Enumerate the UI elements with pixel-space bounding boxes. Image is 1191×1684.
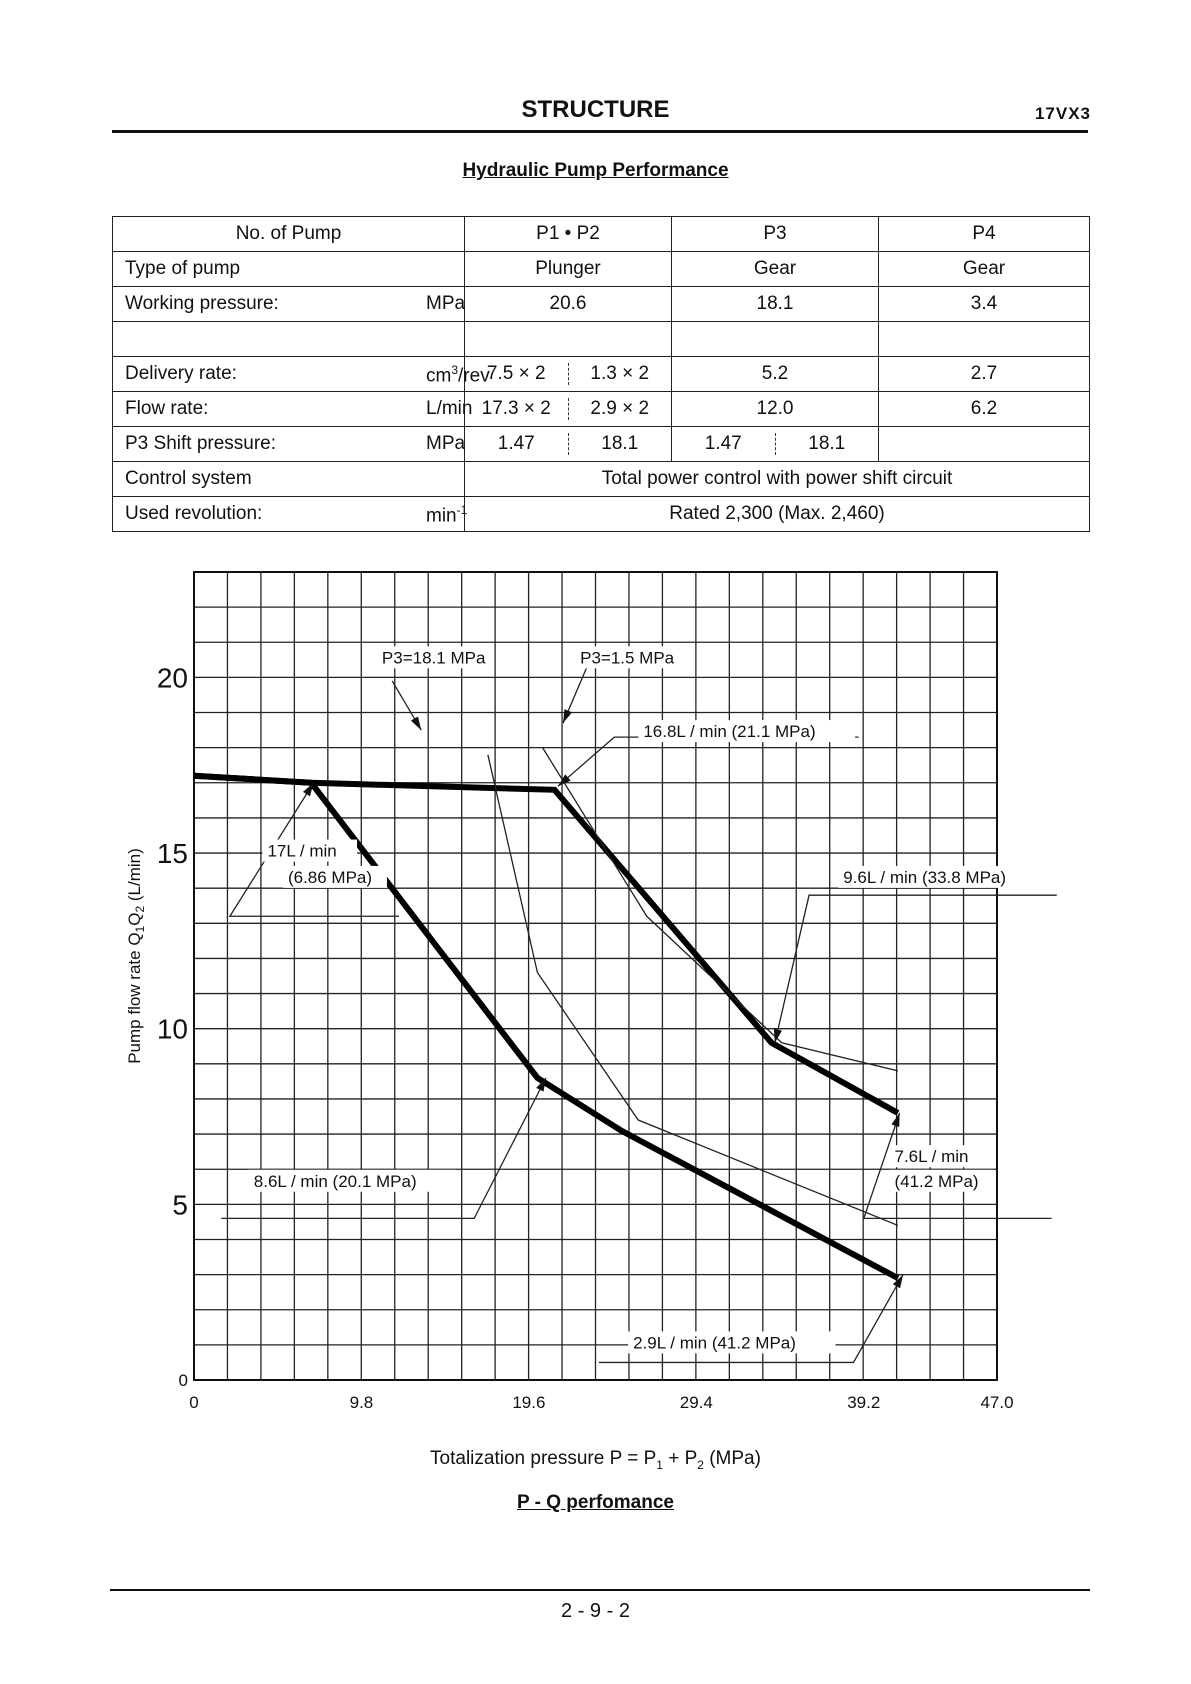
x-tick-label: 9.8 bbox=[349, 1393, 374, 1412]
section-title: Hydraulic Pump Performance bbox=[462, 160, 729, 181]
annotation-label: (6.86 MPa) bbox=[287, 867, 373, 887]
row-label bbox=[113, 287, 465, 322]
table-cell: 18.1 bbox=[672, 287, 879, 322]
annotation-label: 8.6L / min (20.1 MPa) bbox=[253, 1171, 417, 1191]
x-tick-label: 47.0 bbox=[980, 1393, 1014, 1412]
row-unit: MPa bbox=[426, 433, 466, 454]
y-tick-label: 0 bbox=[178, 1371, 188, 1390]
y-axis-label: Pump flow rate $Q_1Q_2$ (L/min) bbox=[125, 848, 147, 1064]
table-cell: 1.47 18.1 bbox=[672, 427, 879, 462]
page-title: STRUCTURE bbox=[521, 96, 670, 123]
table-row bbox=[113, 252, 1090, 287]
annotation-label: (41.2 MPa) bbox=[894, 1171, 979, 1191]
row-unit: MPa bbox=[426, 293, 466, 314]
row-unit: $cm^3$/rev bbox=[426, 363, 490, 387]
table-header-cell: P4 bbox=[879, 217, 1090, 252]
header-rule bbox=[112, 130, 1088, 133]
table-header-cell: No. of Pump bbox=[113, 217, 465, 252]
table-cell: 7.5 × 2 1.3 × 2 bbox=[465, 357, 672, 392]
table-header-cell: P3 bbox=[672, 217, 879, 252]
arrowhead bbox=[411, 716, 421, 730]
chart-grid bbox=[194, 572, 997, 1380]
table-cell bbox=[879, 322, 1090, 357]
x-axis-label: Totalization pressure $P = P_1 + P_2$ (MPa) bbox=[430, 1448, 761, 1472]
table-row bbox=[113, 287, 1090, 322]
table-cell: Gear bbox=[879, 252, 1090, 287]
table-cell: Gear bbox=[672, 252, 879, 287]
annotation-label: 2.9L / min (41.2 MPa) bbox=[633, 1333, 796, 1353]
chart-leaders bbox=[221, 667, 1056, 1363]
row-label bbox=[113, 497, 468, 532]
row-label: Control system bbox=[113, 462, 465, 497]
row-label bbox=[113, 427, 465, 462]
table-cell bbox=[465, 322, 672, 357]
x-tick-label: 39.2 bbox=[847, 1393, 881, 1412]
table-cell: Plunger bbox=[465, 252, 672, 287]
y-tick-label: 5 bbox=[172, 1189, 188, 1221]
annotation-label: 9.6L / min (33.8 MPa) bbox=[843, 867, 1007, 887]
table-cell bbox=[113, 322, 465, 357]
y-tick-label: 10 bbox=[156, 1013, 188, 1045]
table-row bbox=[113, 497, 1090, 532]
arrowhead bbox=[891, 1113, 899, 1127]
series-line bbox=[194, 776, 898, 1113]
chart-series bbox=[194, 748, 898, 1278]
page-number: 2 - 9 - 2 bbox=[561, 1600, 630, 1622]
annotation-label: 7.6L / min bbox=[894, 1147, 969, 1167]
table-cell: Rated 2,300 (Max. 2,460) bbox=[465, 497, 1090, 532]
y-tick-label: 15 bbox=[156, 838, 188, 870]
table-header-cell: P1 • P2 bbox=[465, 217, 672, 252]
table-row-empty bbox=[113, 322, 1090, 357]
row-label-text: Delivery rate: bbox=[125, 363, 237, 384]
table-cell: Total power control with power shift circuit bbox=[465, 462, 1090, 497]
table-cell: 2.7 bbox=[879, 357, 1090, 392]
leader-line bbox=[775, 895, 1057, 1043]
table-cell bbox=[672, 322, 879, 357]
table-row bbox=[113, 217, 1090, 252]
row-label-text: Used revolution: bbox=[125, 503, 263, 524]
table-cell: 12.0 bbox=[672, 392, 879, 427]
table-cell: 17.3 × 2 2.9 × 2 bbox=[465, 392, 672, 427]
row-unit: L/min bbox=[426, 398, 473, 419]
model-code: 17VX3 bbox=[1034, 104, 1091, 123]
reference-curve bbox=[488, 755, 898, 1226]
y-tick-label: 20 bbox=[156, 662, 188, 694]
row-label-text: P3 Shift pressure: bbox=[125, 433, 277, 454]
row-label-text: Flow rate: bbox=[125, 398, 209, 419]
table-cell: 5.2 bbox=[672, 357, 879, 392]
table-row bbox=[113, 357, 1090, 392]
chart-ticks bbox=[157, 662, 1014, 1412]
arrowhead bbox=[563, 709, 572, 723]
x-tick-label: 29.4 bbox=[679, 1393, 713, 1412]
table-cell bbox=[879, 427, 1090, 462]
footer-rule bbox=[110, 1589, 1090, 1591]
row-label: Type of pump bbox=[113, 252, 465, 287]
table-row bbox=[113, 427, 1090, 462]
table-cell: 6.2 bbox=[879, 392, 1090, 427]
annotation-label: 17L / min bbox=[267, 841, 337, 861]
row-unit: $\min^{-1}$ bbox=[426, 503, 468, 527]
annotation-label: P3=1.5 MPa bbox=[580, 648, 675, 668]
table-row bbox=[113, 462, 1090, 497]
row-label bbox=[113, 392, 473, 427]
x-tick-label: 19.6 bbox=[512, 1393, 546, 1412]
annotation-label: P3=18.1 MPa bbox=[381, 648, 486, 668]
row-label bbox=[113, 357, 490, 392]
pq-performance-chart bbox=[0, 560, 1191, 1440]
annotation-label: 16.8L / min (21.1 MPa) bbox=[643, 722, 816, 742]
chart-annotations bbox=[249, 646, 1046, 1353]
table-row bbox=[113, 392, 1090, 427]
arrowhead bbox=[774, 1029, 782, 1043]
x-tick-label: 0 bbox=[189, 1393, 199, 1412]
chart-caption: P - Q perfomance bbox=[517, 1492, 674, 1513]
table-cell: 1.47 18.1 bbox=[465, 427, 672, 462]
row-label-text: Working pressure: bbox=[125, 293, 279, 314]
table-cell: 3.4 bbox=[879, 287, 1090, 322]
table-cell: 20.6 bbox=[465, 287, 672, 322]
pump-spec-table bbox=[112, 216, 1090, 532]
leader-line bbox=[558, 737, 859, 786]
